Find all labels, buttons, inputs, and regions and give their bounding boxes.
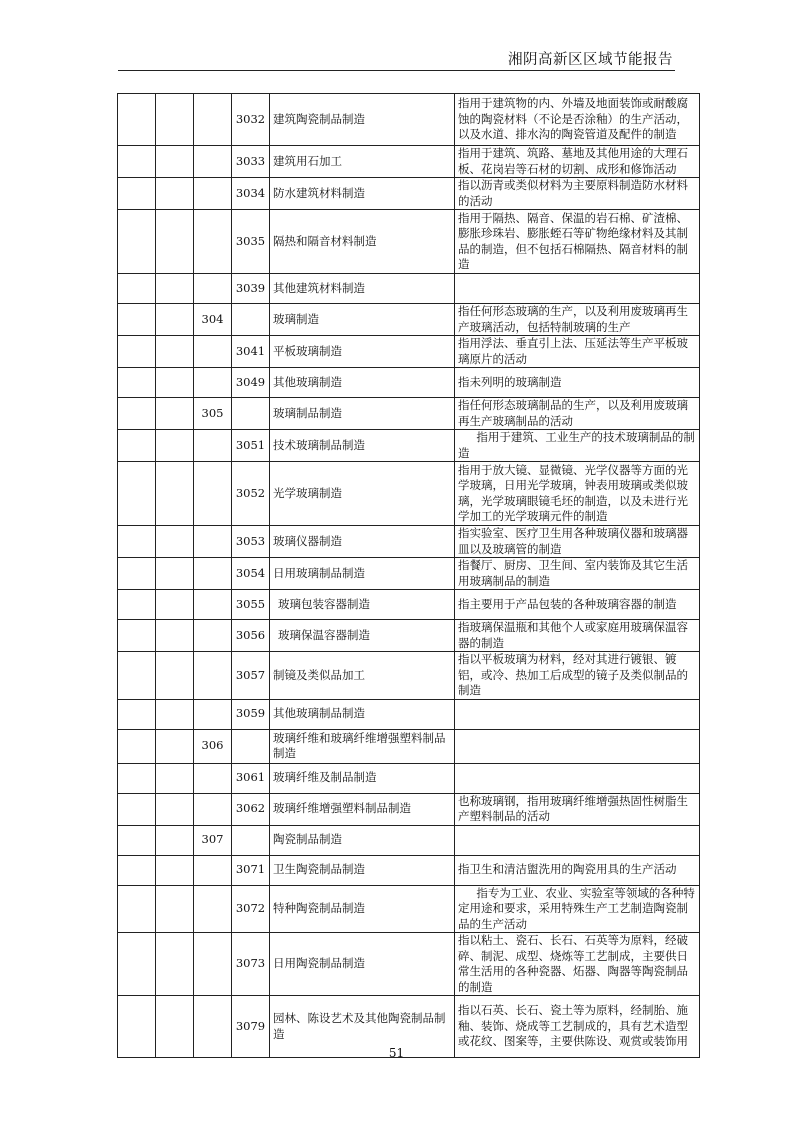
- table-row: [118, 274, 700, 304]
- major-group-cell: [156, 763, 194, 793]
- table-row: [118, 763, 700, 793]
- division-cell: [118, 885, 156, 933]
- class-code-cell: 3033: [232, 146, 270, 178]
- description-cell: 指玻璃保温瓶和其他个人或家庭用玻璃保温容器的制造: [455, 620, 700, 652]
- table-row: [118, 178, 700, 210]
- category-name-cell: 特种陶瓷制品制造: [270, 885, 455, 933]
- category-name-cell: 其他玻璃制品制造: [270, 699, 455, 729]
- table-row: [118, 210, 700, 274]
- class-code-cell: 3073: [232, 933, 270, 996]
- major-group-cell: [156, 336, 194, 368]
- description-cell: [455, 274, 700, 304]
- page-number: 51: [388, 1046, 405, 1060]
- class-code-cell: 3057: [232, 652, 270, 700]
- table-row: [118, 793, 700, 825]
- class-code-cell: 3053: [232, 526, 270, 558]
- major-group-cell: [156, 885, 194, 933]
- group-code-cell: [194, 652, 232, 700]
- description-cell: 指用于放大镜、显微镜、光学仪器等方面的光学玻璃，日用光学玻璃，钟表用玻璃或类似玻璃，光学玻璃眼镜毛坯的制造，以及未进行光学加工的光学玻璃元件的制造: [455, 462, 700, 526]
- table-row: [118, 398, 700, 430]
- class-code-cell: 3062: [232, 793, 270, 825]
- major-group-cell: [156, 620, 194, 652]
- class-code-cell: 3061: [232, 763, 270, 793]
- description-cell: 指实验室、医疗卫生用各种玻璃仪器和玻璃器皿以及玻璃管的制造: [455, 526, 700, 558]
- category-name-cell: 制镜及类似品加工: [270, 652, 455, 700]
- category-name-cell: 玻璃纤维和玻璃纤维增强塑料制品制造: [270, 729, 455, 763]
- group-code-cell: [194, 430, 232, 462]
- description-cell: 指专为工业、农业、实验室等领域的各种特定用途和要求，采用特殊生产工艺制造陶瓷制品的生产活动: [455, 885, 700, 933]
- table-row: [118, 146, 700, 178]
- table-row: [118, 430, 700, 462]
- table-row: [118, 933, 700, 996]
- description-cell: 指用浮法、垂直引上法、压延法等生产平板玻璃原片的活动: [455, 336, 700, 368]
- division-cell: [118, 590, 156, 620]
- category-name-cell: 隔热和隔音材料制造: [270, 210, 455, 274]
- category-name-cell: 建筑陶瓷制品制造: [270, 94, 455, 146]
- table-row: [118, 304, 700, 336]
- division-cell: [118, 146, 156, 178]
- division-cell: [118, 178, 156, 210]
- table-row: [118, 526, 700, 558]
- major-group-cell: [156, 462, 194, 526]
- division-cell: [118, 620, 156, 652]
- group-code-cell: [194, 94, 232, 146]
- class-code-cell: 3035: [232, 210, 270, 274]
- division-cell: [118, 558, 156, 590]
- description-cell: 指用于建筑、筑路、墓地及其他用途的大理石板、花岗岩等石材的切割、成形和修饰活动: [455, 146, 700, 178]
- division-cell: [118, 210, 156, 274]
- category-name-cell: 陶瓷制品制造: [270, 825, 455, 855]
- major-group-cell: [156, 652, 194, 700]
- major-group-cell: [156, 526, 194, 558]
- class-code-cell: 3072: [232, 885, 270, 933]
- table-row: [118, 462, 700, 526]
- description-cell: 也称玻璃钢，指用玻璃纤维增强热固性树脂生产塑料制品的活动: [455, 793, 700, 825]
- major-group-cell: [156, 590, 194, 620]
- category-name-cell: 技术玻璃制品制造: [270, 430, 455, 462]
- class-code-cell: 3079: [232, 996, 270, 1058]
- description-cell: [455, 729, 700, 763]
- class-code-cell: [232, 398, 270, 430]
- description-cell: [455, 763, 700, 793]
- category-name-cell: 玻璃制造: [270, 304, 455, 336]
- group-code-cell: [194, 558, 232, 590]
- group-code-cell: [194, 933, 232, 996]
- division-cell: [118, 825, 156, 855]
- group-code-cell: [194, 178, 232, 210]
- description-cell: 指未列明的玻璃制造: [455, 368, 700, 398]
- group-code-cell: [194, 274, 232, 304]
- category-name-cell: 玻璃纤维增强塑料制品制造: [270, 793, 455, 825]
- class-code-cell: 3054: [232, 558, 270, 590]
- major-group-cell: [156, 146, 194, 178]
- group-code-cell: [194, 620, 232, 652]
- division-cell: [118, 304, 156, 336]
- category-name-cell: 平板玻璃制造: [270, 336, 455, 368]
- description-cell: 指以石英、长石、瓷土等为原料，经制胎、施釉、装饰、烧成等工艺制成的，具有艺术造型或花纹、图案等，主要供陈设、观赏或装饰用: [455, 996, 700, 1058]
- table-row: [118, 368, 700, 398]
- table-row: [118, 558, 700, 590]
- major-group-cell: [156, 178, 194, 210]
- table-body: [118, 94, 700, 1058]
- major-group-cell: [156, 933, 194, 996]
- category-name-cell: 玻璃包装容器制造: [270, 590, 455, 620]
- category-name-cell: 玻璃纤维及制品制造: [270, 763, 455, 793]
- group-code-cell: [194, 462, 232, 526]
- category-name-cell: 卫生陶瓷制品制造: [270, 855, 455, 885]
- document-header-title: 湘阴高新区区域节能报告: [508, 52, 673, 68]
- description-cell: 指用于建筑物的内、外墙及地面装饰或耐酸腐蚀的陶瓷材料（不论是否涂釉）的生产活动，以及水道、排水沟的陶瓷管道及配件的制造: [455, 94, 700, 146]
- group-code-cell: [194, 526, 232, 558]
- class-code-cell: 3039: [232, 274, 270, 304]
- group-code-cell: [194, 368, 232, 398]
- table-row: [118, 94, 700, 146]
- division-cell: [118, 462, 156, 526]
- description-cell: 指用于隔热、隔音、保温的岩石棉、矿渣棉、膨胀珍珠岩、膨胀蛭石等矿物绝缘材料及其制品的制造，但不包括石棉隔热、隔音材料的制造: [455, 210, 700, 274]
- major-group-cell: [156, 430, 194, 462]
- table-row: [118, 729, 700, 763]
- class-code-cell: 3041: [232, 336, 270, 368]
- group-code-cell: 306: [194, 729, 232, 763]
- class-code-cell: 3071: [232, 855, 270, 885]
- category-name-cell: 其他建筑材料制造: [270, 274, 455, 304]
- major-group-cell: [156, 304, 194, 336]
- major-group-cell: [156, 699, 194, 729]
- category-name-cell: 其他玻璃制造: [270, 368, 455, 398]
- industry-classification-table: [117, 93, 700, 1058]
- description-cell: 指以平板玻璃为材料，经对其进行镀银、镀铝，或冷、热加工后成型的镜子及类似制品的制造: [455, 652, 700, 700]
- group-code-cell: [194, 763, 232, 793]
- division-cell: [118, 336, 156, 368]
- division-cell: [118, 398, 156, 430]
- division-cell: [118, 652, 156, 700]
- division-cell: [118, 793, 156, 825]
- class-code-cell: 3034: [232, 178, 270, 210]
- table-row: [118, 590, 700, 620]
- table-row: [118, 885, 700, 933]
- division-cell: [118, 94, 156, 146]
- header-divider: [118, 70, 675, 71]
- class-code-cell: 3051: [232, 430, 270, 462]
- table-row: [118, 652, 700, 700]
- class-code-cell: 3032: [232, 94, 270, 146]
- description-cell: 指以沥青或类似材料为主要原料制造防水材料的活动: [455, 178, 700, 210]
- class-code-cell: 3052: [232, 462, 270, 526]
- description-cell: 指任何形态玻璃制品的生产，以及利用废玻璃再生产玻璃制品的活动: [455, 398, 700, 430]
- major-group-cell: [156, 855, 194, 885]
- major-group-cell: [156, 825, 194, 855]
- division-cell: [118, 274, 156, 304]
- description-cell: 指主要用于产品包装的各种玻璃容器的制造: [455, 590, 700, 620]
- category-name-cell: 园林、陈设艺术及其他陶瓷制品制造: [270, 996, 455, 1058]
- category-name-cell: 玻璃仪器制造: [270, 526, 455, 558]
- major-group-cell: [156, 793, 194, 825]
- category-name-cell: 日用陶瓷制品制造: [270, 933, 455, 996]
- major-group-cell: [156, 274, 194, 304]
- description-cell: 指任何形态玻璃的生产，以及利用废玻璃再生产玻璃活动，包括特制玻璃的生产: [455, 304, 700, 336]
- class-code-cell: 3055: [232, 590, 270, 620]
- table-row: [118, 825, 700, 855]
- description-cell: 指用于建筑、工业生产的技术玻璃制品的制造: [455, 430, 700, 462]
- table-row: [118, 855, 700, 885]
- major-group-cell: [156, 94, 194, 146]
- major-group-cell: [156, 210, 194, 274]
- group-code-cell: [194, 793, 232, 825]
- division-cell: [118, 729, 156, 763]
- division-cell: [118, 368, 156, 398]
- class-code-cell: [232, 729, 270, 763]
- class-code-cell: 3049: [232, 368, 270, 398]
- group-code-cell: [194, 146, 232, 178]
- group-code-cell: 304: [194, 304, 232, 336]
- category-name-cell: 日用玻璃制品制造: [270, 558, 455, 590]
- division-cell: [118, 763, 156, 793]
- group-code-cell: [194, 590, 232, 620]
- group-code-cell: 307: [194, 825, 232, 855]
- major-group-cell: [156, 558, 194, 590]
- class-code-cell: [232, 304, 270, 336]
- division-cell: [118, 855, 156, 885]
- group-code-cell: [194, 885, 232, 933]
- group-code-cell: [194, 855, 232, 885]
- group-code-cell: 305: [194, 398, 232, 430]
- table-row: [118, 699, 700, 729]
- category-name-cell: 玻璃制品制造: [270, 398, 455, 430]
- major-group-cell: [156, 398, 194, 430]
- table-row: [118, 620, 700, 652]
- group-code-cell: [194, 336, 232, 368]
- group-code-cell: [194, 210, 232, 274]
- description-cell: 指卫生和清洁盥洗用的陶瓷用具的生产活动: [455, 855, 700, 885]
- major-group-cell: [156, 729, 194, 763]
- table-row: [118, 336, 700, 368]
- description-cell: 指餐厅、厨房、卫生间、室内装饰及其它生活用玻璃制品的制造: [455, 558, 700, 590]
- group-code-cell: [194, 699, 232, 729]
- category-name-cell: 光学玻璃制造: [270, 462, 455, 526]
- division-cell: [118, 526, 156, 558]
- major-group-cell: [156, 368, 194, 398]
- category-name-cell: 玻璃保温容器制造: [270, 620, 455, 652]
- class-code-cell: 3056: [232, 620, 270, 652]
- class-code-cell: [232, 825, 270, 855]
- description-cell: 指以粘土、瓷石、长石、石英等为原料，经破碎、制泥、成型、烧炼等工艺制成，主要供日常生活用的各种瓷器、炻器、陶器等陶瓷制品的制造: [455, 933, 700, 996]
- division-cell: [118, 699, 156, 729]
- division-cell: [118, 430, 156, 462]
- description-cell: [455, 699, 700, 729]
- description-cell: [455, 825, 700, 855]
- class-code-cell: 3059: [232, 699, 270, 729]
- category-name-cell: 防水建筑材料制造: [270, 178, 455, 210]
- category-name-cell: 建筑用石加工: [270, 146, 455, 178]
- division-cell: [118, 933, 156, 996]
